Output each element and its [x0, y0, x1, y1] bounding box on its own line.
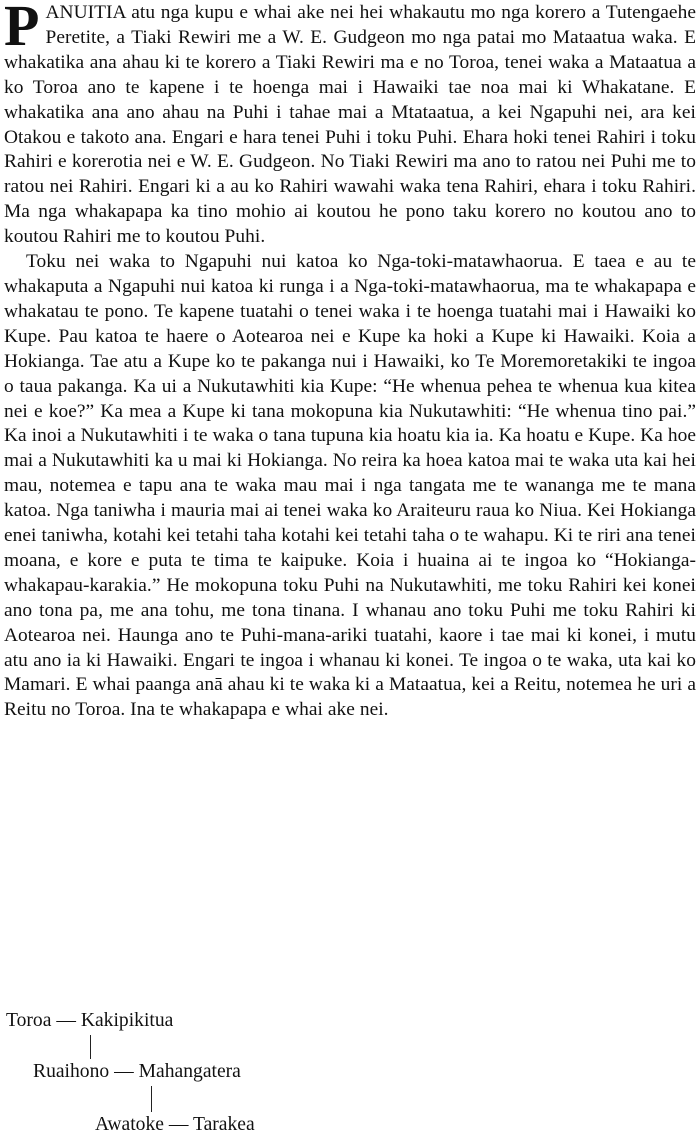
genealogy-dash: — — [114, 1061, 134, 1082]
genealogy-descent-line — [151, 1086, 152, 1112]
genealogy-name-right: Mahangatera — [138, 1061, 241, 1082]
genealogy-name-right: Kakipikitua — [80, 1010, 174, 1031]
genealogy-name-left: Awatoke — [95, 1114, 164, 1135]
genealogy-row-1 — [6, 1010, 173, 1032]
genealogy-name-left: Ruaihono — [33, 1061, 110, 1082]
genealogy-name-left: Toroa — [6, 1010, 52, 1031]
article-body — [4, 1, 696, 723]
genealogy-dash: — — [168, 1114, 189, 1135]
genealogy-name-right: Tarakea — [192, 1114, 255, 1135]
genealogy-dash: — — [56, 1010, 76, 1031]
paragraph-1 — [4, 1, 696, 250]
paragraph-1-text: ANUITIA atu nga kupu e whai ake nei hei whakautu mo nga korero a Tutengaehe Peretite, a Tiaki Rewiri me a W. E. Gudgeon mo nga patai mo Mataatua waka. E whakatika ana ahau ki te korero a Tiaki Rewiri ma e no Toroa, tenei waka a Mataatua a ko Toroa ano te kapene i te hoenga mai i Hawaiki tae noa mai ki Whakatane. E whakatika ana ano ahau na Puhi i tahae mai a Mtataatua, a kei Ngapuhi nei, ara kei Otakou e takoto ana. Engari e hara tenei Puhi i toku Puhi. Ehara hoki tenei Rahiri i toku Rahiri e korerotia nei e W. E. Gudgeon. No Tiaki Rewiri ma ano to ratou nei Puhi me to ratou nei Rahiri. Engari ki a au ko Rahiri wawahi waka tena Rahiri, ehara i toku Rahiri. Ma nga whakapapa ka tino mohio ai koutou he pono taku korero no koutou ano to koutou Rahiri me to koutou Puhi. — [4, 2, 696, 248]
drop-cap: P — [4, 0, 40, 58]
genealogy-descent-line — [90, 1035, 91, 1059]
paragraph-2: Toku nei waka to Ngapuhi nui katoa ko Nga-toki-matawhaorua. E taea e au te whakaputa a Ngapuhi nui katoa ki runga i a Nga-toki-matawhaorua, ma te whakapapa e whakatau te pono. Te kapene tuatahi o tenei waka i te hoenga tuatahi mai i Hawaiki ko Kupe. Pau katoa te haere o Aotearoa nei e Kupe ka hoki a Kupe ki Hawaiki. Koia a Hokianga. Tae atu a Kupe ko te pakanga nui i Hawaiki, ko Te Moremoretakiki te ingoa o taua pakanga. Ka ui a Nukutawhiti kia Kupe: “He whenua pehea te whenua kua kitea nei e koe?” Ka mea a Kupe ki tana mokopuna kia Nukutawhiti: “He whenua tino pai.” Ka inoi a Nukutawhiti i te waka o tana tupuna kia hoatu kia ia. Ka hoatu e Kupe. Ka hoe mai a Nukutawhiti ka u mai ki Hokianga. No reira ka hoea katoa mai te waka uta kai hei mau, notemea e tapu ana te waka mau mai i nga tangata me te wananga me te mana katoa. Nga taniwha i mauria mai ai tenei waka ko Araiteuru raua ko Niua. Kei Hokianga enei taniwha, kotahi kei tetahi taha kotahi kei tetahi taha o te wahapu. Ki te riri ana tenei moana, e kore e puta te tima te kaipuke. Koia i huaina ai te ingoa ko “Hokianga-whakapau-karakia.” He mokopuna toku Puhi na Nukutawhiti, me toku Rahiri kei konei ano tona pa, me ana tohu, me tona tinana. I whanau ano toku Puhi me toku Rahiri ki Aotearoa nei. Haunga ano te Puhi-mana-ariki tuatahi, kaore i tae mai ki konei, i mutu atu ano ia ki Hawaiki. Engari te ingoa i whanau ki konei. Te ingoa o te waka, uta kai ko Mamari. E whai paanga anā ahau ki te waka ki a Mataatua, kei a Reitu, notemea he uri a Reitu no Toroa. Ina te whakapapa e whai ake nei. — [4, 251, 696, 721]
genealogy-row-2 — [33, 1061, 241, 1083]
genealogy-chart — [0, 1010, 700, 1133]
